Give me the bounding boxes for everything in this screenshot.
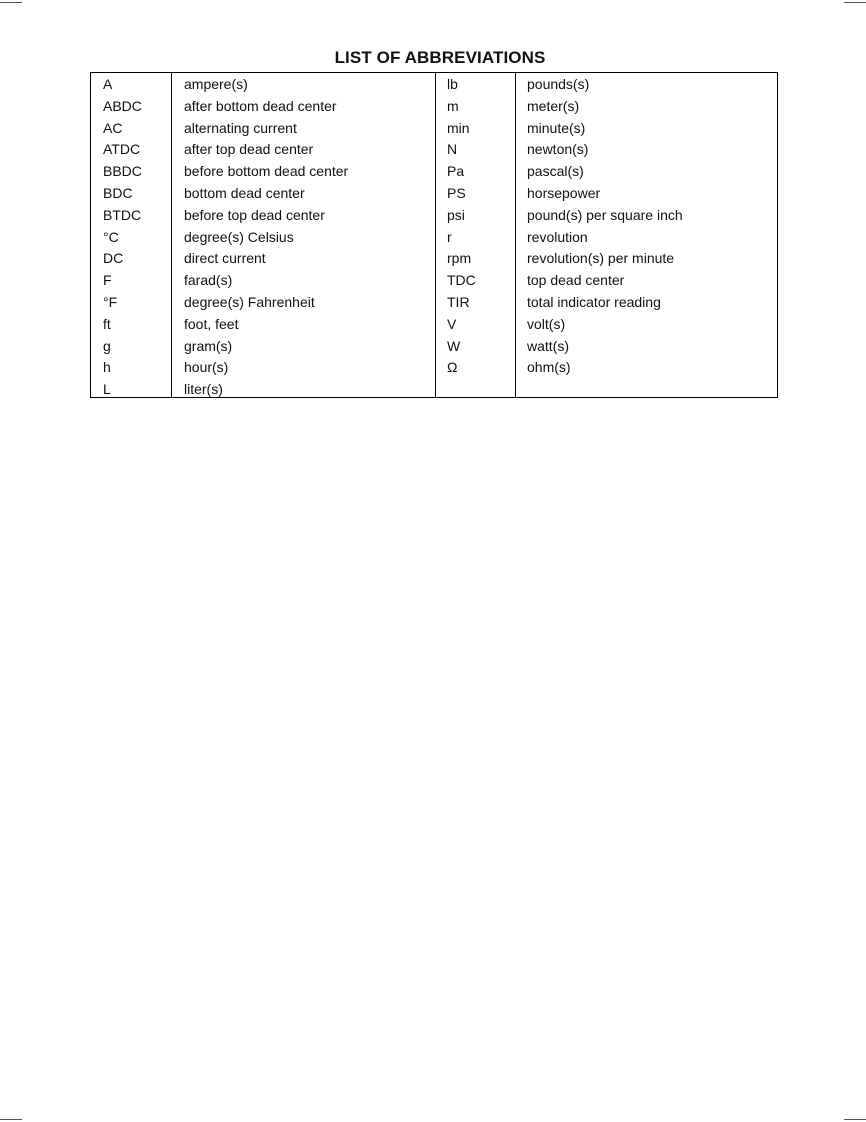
meaning-cell: farad(s) — [184, 272, 233, 289]
meaning-cell: before top dead center — [184, 206, 325, 223]
abbreviation-cell: N — [447, 141, 458, 158]
meaning-cell: revolution(s) per minute — [527, 250, 675, 267]
abbreviation-cell: AC — [103, 119, 123, 136]
meaning-cell: after top dead center — [184, 141, 314, 158]
meaning-cell: horsepower — [527, 184, 601, 201]
crop-mark-top-right — [844, 2, 866, 3]
abbreviation-cell: BTDC — [103, 206, 142, 223]
abbreviation-cell: BDC — [103, 184, 133, 201]
meaning-cell: before bottom dead center — [184, 163, 349, 180]
abbreviation-cell: DC — [103, 250, 124, 267]
abbreviation-cell: m — [447, 97, 459, 114]
meaning-cell: top dead center — [527, 272, 625, 289]
abbreviation-cell: psi — [447, 206, 465, 223]
abbreviation-cell: L — [103, 381, 111, 398]
left-meaning-column — [171, 73, 435, 397]
meaning-cell: gram(s) — [184, 337, 233, 354]
abbreviation-cell: Ω — [447, 359, 458, 376]
abbreviation-cell: V — [447, 315, 457, 332]
meaning-cell: liter(s) — [184, 381, 223, 398]
meaning-cell: meter(s) — [527, 97, 580, 114]
left-abbreviation-column — [91, 73, 171, 397]
meaning-cell: ohm(s) — [527, 359, 571, 376]
abbreviation-cell: PS — [447, 184, 466, 201]
abbreviation-cell: lb — [447, 76, 458, 92]
meaning-cell: bottom dead center — [184, 184, 305, 201]
abbreviation-cell: ABDC — [103, 97, 142, 114]
meaning-cell: newton(s) — [527, 141, 589, 158]
abbreviations-table — [90, 72, 778, 398]
abbreviation-cell: °F — [103, 293, 118, 310]
abbreviation-cell: min — [447, 119, 470, 136]
meaning-cell: degree(s) Fahrenheit — [184, 293, 315, 310]
meaning-cell: revolution — [527, 228, 588, 245]
meaning-cell: after bottom dead center — [184, 97, 337, 114]
abbreviation-cell: r — [447, 228, 452, 245]
abbreviation-cell: g — [103, 337, 111, 354]
abbreviation-cell: W — [447, 337, 461, 354]
abbreviation-cell: TDC — [447, 272, 476, 289]
meaning-cell: foot, feet — [184, 315, 239, 332]
meaning-cell: direct current — [184, 250, 266, 267]
abbreviation-cell: TIR — [447, 293, 470, 310]
meaning-cell: hour(s) — [184, 359, 229, 376]
abbreviation-cell: rpm — [447, 250, 472, 267]
abbreviation-cell: A — [103, 76, 113, 92]
meaning-cell: degree(s) Celsius — [184, 228, 294, 245]
right-abbreviation-column — [435, 73, 515, 397]
crop-mark-top-left — [0, 2, 22, 3]
meaning-cell: watt(s) — [527, 337, 569, 354]
meaning-cell: alternating current — [184, 119, 297, 136]
right-meaning-column — [515, 73, 777, 397]
meaning-cell: ampere(s) — [184, 76, 248, 92]
abbreviation-cell: ft — [103, 315, 111, 332]
abbreviation-cell: Pa — [447, 163, 465, 180]
crop-mark-bottom-right — [844, 1119, 866, 1120]
abbreviation-cell: ATDC — [103, 141, 141, 158]
meaning-cell: pounds(s) — [527, 76, 590, 92]
abbreviation-cell: F — [103, 272, 112, 289]
abbreviation-cell: °C — [103, 228, 119, 245]
abbreviation-cell: BBDC — [103, 163, 142, 180]
meaning-cell: total indicator reading — [527, 293, 661, 310]
meaning-cell: pound(s) per square inch — [527, 206, 683, 223]
meaning-cell: pascal(s) — [527, 163, 584, 180]
crop-mark-bottom-left — [0, 1119, 22, 1120]
page-title: LIST OF ABBREVIATIONS — [334, 48, 546, 67]
meaning-cell: minute(s) — [527, 119, 586, 136]
meaning-cell: volt(s) — [527, 315, 566, 332]
abbreviation-cell: h — [103, 359, 111, 376]
